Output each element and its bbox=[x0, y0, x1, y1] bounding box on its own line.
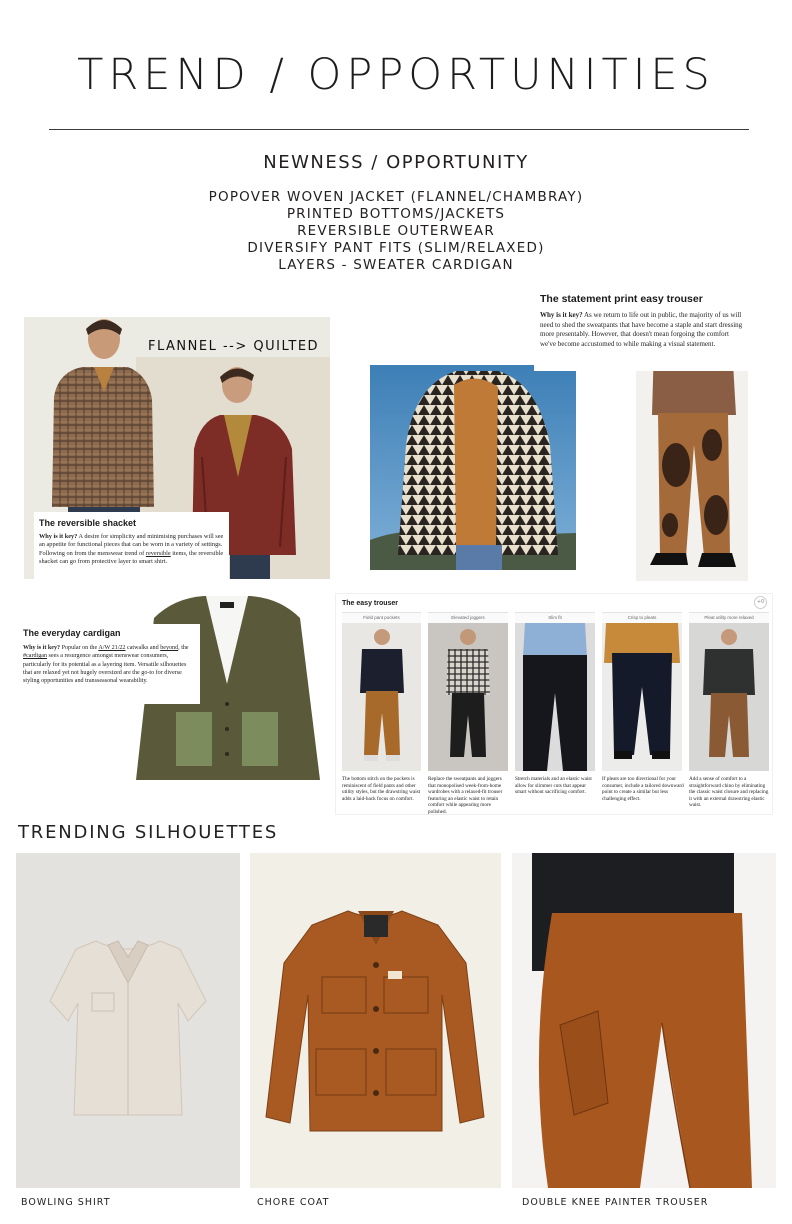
cardigan-hashtag-link[interactable]: #cardigan bbox=[23, 653, 48, 660]
cardigan-lead: Why is it key? bbox=[23, 645, 61, 651]
trouser-card-pleats[interactable] bbox=[602, 612, 682, 771]
painter-trouser-illustration bbox=[512, 853, 776, 1188]
trouser-card-text: Replace the sweatpants and joggers that monopolised week-from-home wardrobes with a relaxed-fit trouser featuring an elastic waist to retain comfort while appearing more polished. bbox=[428, 776, 503, 815]
trouser-card-image bbox=[602, 623, 682, 771]
list-item: DIVERSIFY PANT FITS (SLIM/RELAXED) bbox=[247, 240, 545, 256]
opportunity-list bbox=[0, 189, 792, 274]
flannel-quilted-label: FLANNEL --> QUILTED bbox=[148, 339, 320, 354]
shacket-lead: Why is it key? bbox=[39, 533, 78, 540]
trouser-card-field-pant[interactable] bbox=[342, 612, 421, 771]
trouser-card-pleat-utility[interactable] bbox=[689, 612, 769, 771]
shacket-text-b: items, the reversible shacket can go from protective layer to smart shirt. bbox=[39, 549, 224, 566]
cardigan-title: The everyday cardigan bbox=[23, 628, 121, 638]
print-trouser-body bbox=[540, 311, 744, 349]
cardigan-text: catwalks and bbox=[125, 645, 161, 651]
print-trouser-text: As we return to life out in public, the majority of us will need to shed the sweatpants that have become a staple and start dressing more presentably. However, that doesn't mean forgoing the comfort we've become accustomed to while making a visual statement. bbox=[540, 311, 743, 348]
cardigan-text: Popular on the bbox=[60, 645, 99, 651]
print-trouser-lead: Why is it key? bbox=[540, 311, 583, 319]
trouser-card-label: Field pant pockets bbox=[363, 615, 400, 620]
shacket-text-a: A desire for simplicity and minimising purchases will see an appetite for functional pieces that can be worn in a variety of settings. Following on from the menswear trend of bbox=[39, 533, 224, 557]
cardigan-body bbox=[23, 644, 195, 685]
print-trouser-photo bbox=[636, 345, 748, 581]
trouser-card-image bbox=[689, 623, 769, 771]
trouser-card-label: Slim fit bbox=[548, 615, 562, 620]
trouser-card-text: Stretch materials and an elastic waist allow for slimmer cuts that appear smart without sacrificing comfort. bbox=[515, 776, 592, 796]
print-trouser-title: The statement print easy trouser bbox=[540, 293, 703, 305]
trouser-card-label: Crisp to pleats bbox=[627, 615, 657, 620]
bowling-shirt-caption: BOWLING SHIRT bbox=[21, 1197, 111, 1208]
chore-coat-caption: CHORE COAT bbox=[257, 1197, 330, 1208]
beyond-link[interactable]: beyond bbox=[160, 645, 179, 651]
trouser-card-slim-fit[interactable] bbox=[515, 612, 595, 771]
trouser-card-text: The bottom stitch on the pockets is reminiscent of field pants and other utility styles, but the drawstring waist adds a laid-back focus on comfort. bbox=[342, 776, 421, 802]
trouser-card-image bbox=[515, 623, 595, 771]
easy-trouser-panel bbox=[336, 594, 772, 814]
list-item: LAYERS - SWEATER CARDIGAN bbox=[278, 257, 514, 273]
cardigan-card bbox=[18, 624, 200, 704]
shacket-card bbox=[34, 512, 229, 586]
aw-2122-link[interactable]: A/W 21/22 bbox=[98, 645, 126, 651]
bowling-shirt-photo bbox=[16, 853, 240, 1188]
trouser-card-image bbox=[342, 623, 421, 771]
list-item: PRINTED BOTTOMS/JACKETS bbox=[286, 206, 506, 222]
reversible-link[interactable]: reversible bbox=[145, 549, 171, 557]
list-item: POPOVER WOVEN JACKET (FLANNEL/CHAMBRAY) bbox=[208, 189, 584, 205]
trouser-card-text: Add a sense of comfort to a straightforward chino by eliminating the classic waist closure and replacing it with an external drawstring elastic waist. bbox=[689, 776, 769, 809]
cardigan-text: , the bbox=[178, 645, 189, 651]
list-item: REVERSIBLE OUTERWEAR bbox=[297, 223, 495, 239]
title-divider bbox=[49, 129, 749, 130]
trouser-card-elevated-joggers[interactable] bbox=[428, 612, 508, 771]
print-jacket-illustration bbox=[370, 365, 576, 570]
chore-coat-photo bbox=[250, 853, 501, 1188]
cardigan-text: sees a resurgence amongst menswear consumers, particularly for its potential as a layering item. Versatile silhouettes that are relaxed yet not hugely oversized are the go-to for diverse styling opportunities and transseasonal wearability. bbox=[23, 653, 187, 685]
shacket-title: The reversible shacket bbox=[39, 518, 137, 528]
trending-silhouettes-heading: TRENDING SILHOUETTES bbox=[18, 822, 279, 843]
shacket-body bbox=[39, 533, 224, 567]
page-title: TREND / OPPORTUNITIES bbox=[77, 50, 715, 100]
print-jacket-photo bbox=[370, 365, 576, 570]
trouser-card-label: Pleat utility more relaxed bbox=[704, 615, 754, 620]
trouser-card-image bbox=[428, 623, 508, 771]
painter-trouser-photo bbox=[512, 853, 776, 1188]
easy-trouser-title: The easy trouser bbox=[342, 600, 399, 607]
painter-trouser-caption: DOUBLE KNEE PAINTER TROUSER bbox=[522, 1197, 709, 1208]
print-trouser-illustration bbox=[636, 345, 748, 581]
print-trouser-card bbox=[534, 289, 750, 371]
section-subtitle: NEWNESS / OPPORTUNITY bbox=[263, 152, 529, 173]
bowling-shirt-illustration bbox=[16, 853, 240, 1188]
trouser-card-text: If pleats are too directional for your consumer, include a tailored downward point to create a similar but less challenging effect. bbox=[602, 776, 684, 802]
chore-coat-illustration bbox=[250, 853, 501, 1188]
trouser-card-label: Elevated joggers bbox=[451, 615, 485, 620]
more-icon[interactable]: +0 bbox=[754, 596, 767, 609]
